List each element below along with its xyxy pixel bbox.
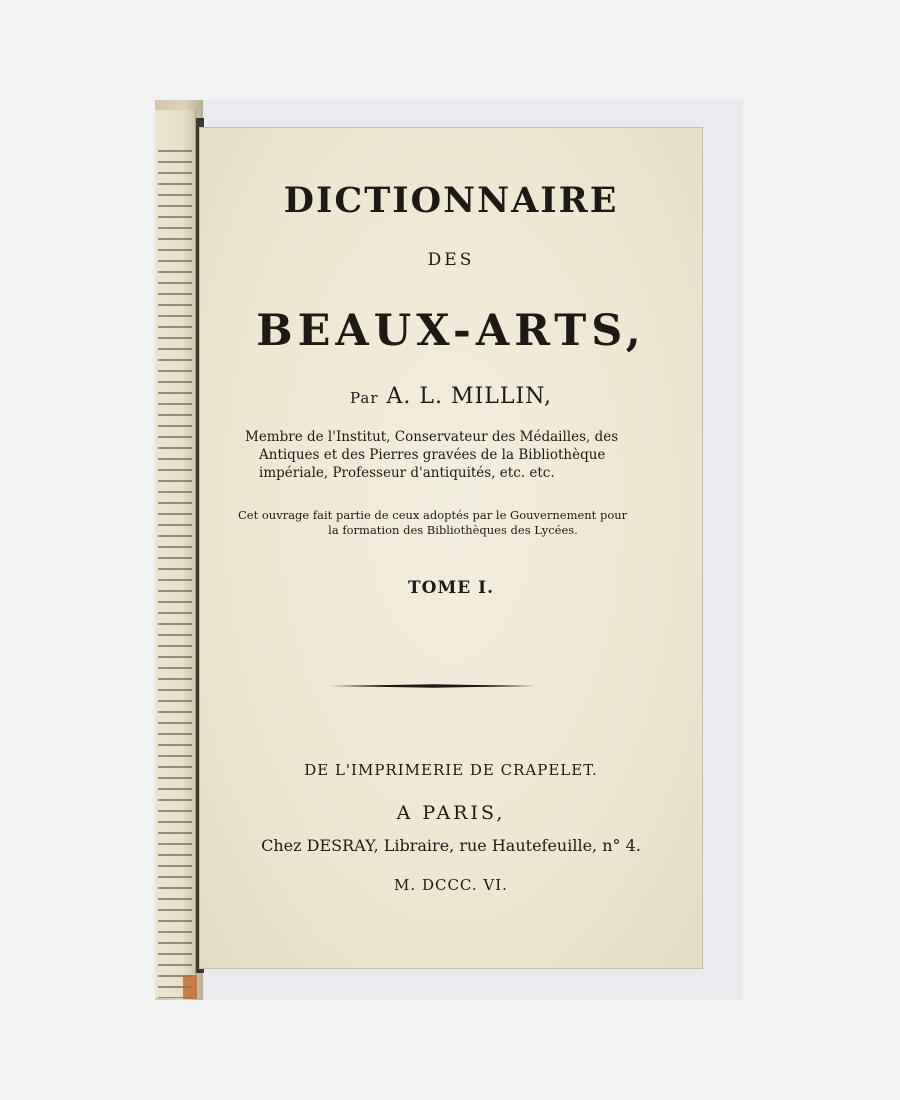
city-line: A PARIS, — [396, 802, 506, 824]
book-cover-edge — [183, 975, 197, 999]
credentials-line: Membre de l'Institut, Conservateur des Médailles, des — [245, 429, 619, 445]
book-subject: BEAUX-ARTS, — [256, 306, 646, 356]
note-line: la formation des Bibliothèques des Lycées. — [328, 523, 578, 537]
note-line: Cet ouvrage fait partie de ceux adoptés par le Gouvernement pour — [238, 508, 628, 522]
publication-year: M. DCCC. VI. — [394, 876, 508, 894]
volume-number: TOME I. — [407, 578, 495, 598]
publisher-line: Chez DESRAY, Libraire, rue Hautefeuille, n° 4. — [261, 836, 641, 855]
book-title: DICTIONNAIRE — [283, 180, 619, 221]
author-name: A. L. MILLIN, — [386, 384, 552, 409]
title-page — [200, 128, 702, 968]
adoption-note — [238, 508, 668, 538]
credentials-line: Antiques et des Pierres gravées de la Bibliothèque — [259, 447, 606, 463]
author-line — [200, 384, 702, 409]
title-connector: DES — [427, 250, 475, 270]
printer-line: DE L'IMPRIMERIE DE CRAPELET. — [304, 761, 598, 779]
credentials-line: impériale, Professeur d'antiquités, etc. etc. — [259, 465, 555, 481]
author-credentials — [245, 428, 665, 482]
facing-page-edge — [155, 110, 196, 998]
author-prefix: Par — [350, 389, 379, 407]
ornamental-rule — [330, 684, 536, 688]
